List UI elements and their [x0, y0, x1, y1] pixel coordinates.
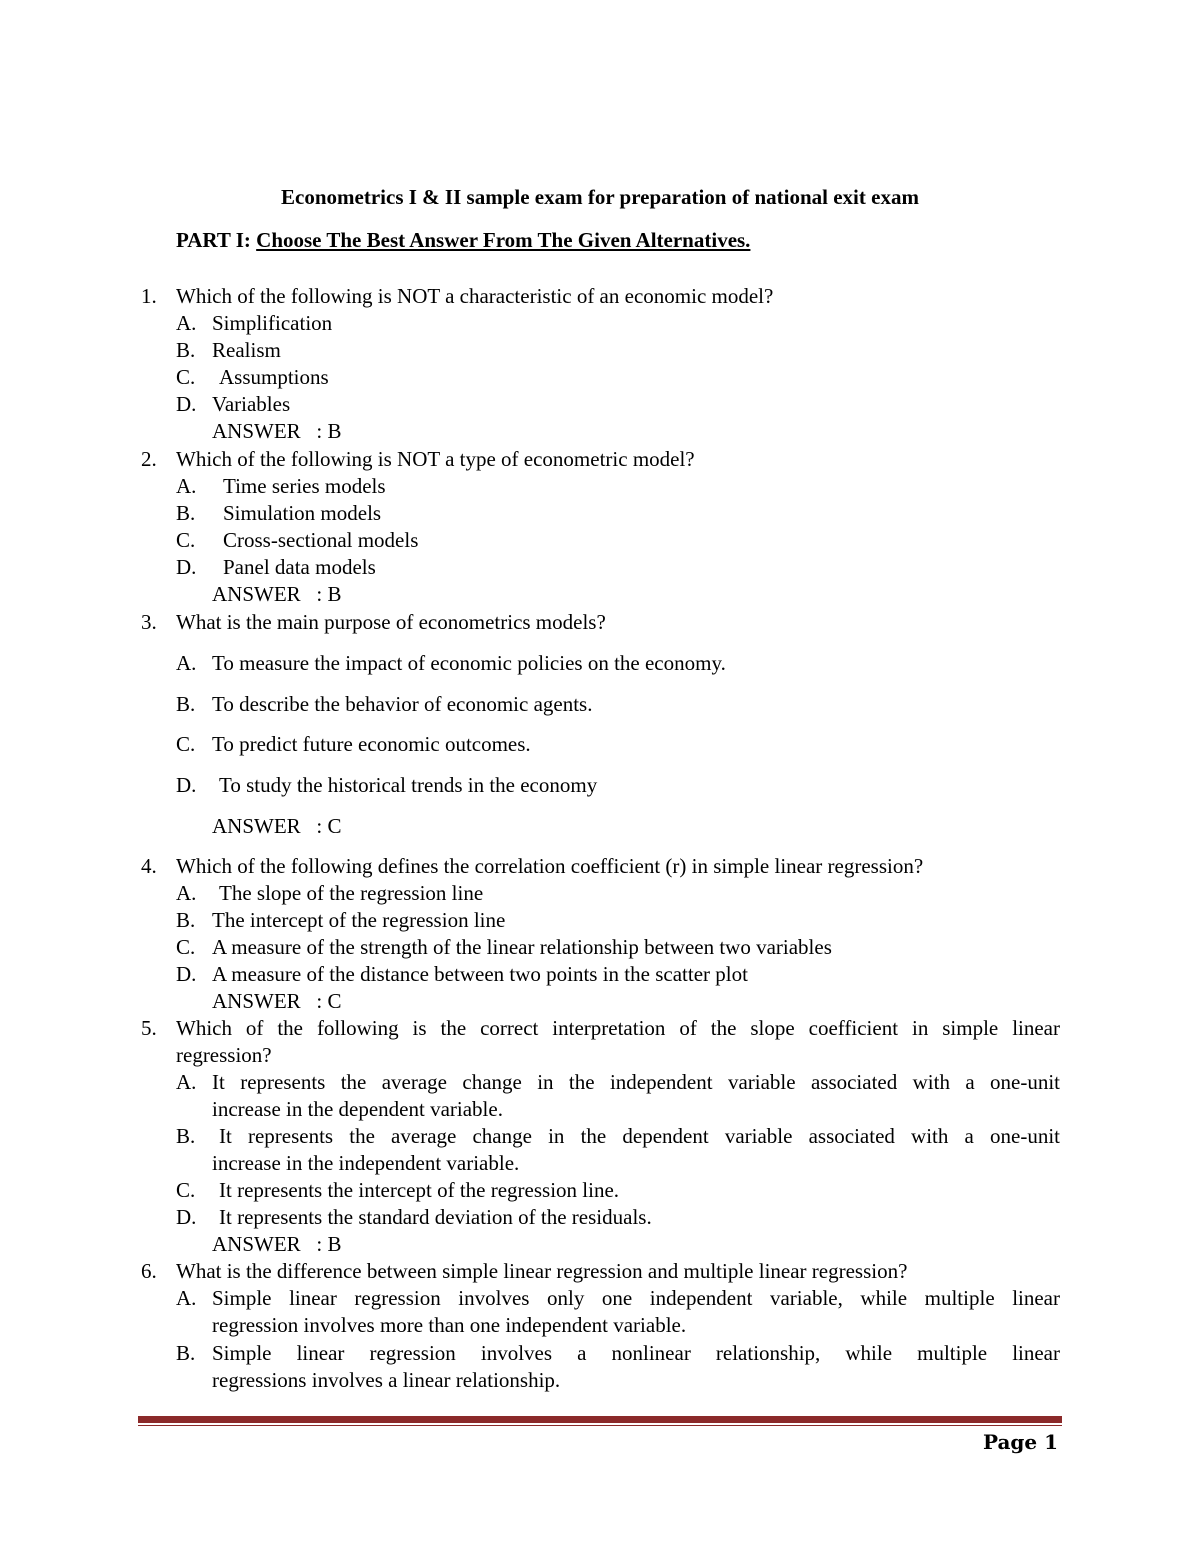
- part-instruction: Choose The Best Answer From The Given Alternatives.: [256, 228, 751, 252]
- footer-rule-thick: [138, 1416, 1062, 1423]
- option-letter: B.: [176, 338, 196, 362]
- option-text: A measure of the strength of the linear relationship between two variables: [212, 935, 832, 959]
- option-letter: C.: [176, 732, 196, 756]
- option-text: To study the historical trends in the economy: [219, 773, 598, 797]
- option-letter: D.: [176, 962, 197, 986]
- question-number: 6.: [141, 1259, 157, 1283]
- option-letter: B.: [176, 692, 196, 716]
- option-text: Simulation models: [223, 501, 382, 525]
- part-label: PART I:: [176, 228, 251, 252]
- option-letter: C.: [176, 365, 196, 389]
- option-text: To measure the impact of economic policies on the economy.: [212, 651, 726, 675]
- option-text: A measure of the distance between two points in the scatter plot: [212, 962, 748, 986]
- option-text: It represents the standard deviation of the residuals.: [219, 1205, 652, 1229]
- option-letter: A.: [176, 474, 197, 498]
- option-text-line: increase in the independent variable.: [212, 1151, 520, 1175]
- question-number: 4.: [141, 854, 157, 878]
- question-number: 3.: [141, 610, 157, 634]
- option-text-line: regression involves more than one independent variable.: [212, 1313, 687, 1337]
- option-letter: C.: [176, 1178, 196, 1202]
- question-text-line: Which of the following is the correct interpretation of the slope coefficient in simple linear: [176, 1016, 1060, 1040]
- option-text-line: It represents the average change in the independent variable associated with a one-unit: [212, 1070, 1060, 1094]
- option-text-line: Simple linear regression involves a nonlinear relationship, while multiple linear: [212, 1341, 1060, 1365]
- question-text-line: regression?: [176, 1043, 272, 1067]
- option-text: It represents the intercept of the regression line.: [219, 1178, 620, 1202]
- option-letter: D.: [176, 392, 197, 416]
- option-letter: A.: [176, 1286, 197, 1310]
- option-letter: B.: [176, 908, 196, 932]
- option-letter: D.: [176, 773, 197, 797]
- option-text-line: Simple linear regression involves only one independent variable, while multiple linear: [212, 1286, 1060, 1310]
- option-letter: A.: [176, 311, 197, 335]
- option-letter: B.: [176, 501, 196, 525]
- question-number: 1.: [141, 284, 157, 308]
- answer-text: ANSWER : B: [212, 1232, 342, 1256]
- question-text: What is the main purpose of econometrics models?: [176, 610, 606, 634]
- option-letter: D.: [176, 555, 197, 579]
- part-heading: [176, 225, 750, 255]
- option-text: Realism: [212, 338, 281, 362]
- option-text: The intercept of the regression line: [212, 908, 506, 932]
- footer-rule-thin: [138, 1425, 1062, 1426]
- option-letter: D.: [176, 1205, 197, 1229]
- answer-text: ANSWER : C: [212, 814, 342, 838]
- question-text: What is the difference between simple linear regression and multiple linear regression?: [176, 1259, 908, 1283]
- answer-text: ANSWER : B: [212, 582, 342, 606]
- option-text: Cross-sectional models: [223, 528, 419, 552]
- option-text: Time series models: [223, 474, 386, 498]
- option-text: Panel data models: [223, 555, 376, 579]
- option-text: To predict future economic outcomes.: [212, 732, 531, 756]
- option-letter: A.: [176, 1070, 197, 1094]
- option-text: Assumptions: [219, 365, 329, 389]
- question-text: Which of the following is NOT a characteristic of an economic model?: [176, 284, 774, 308]
- question-text: Which of the following defines the correlation coefficient (r) in simple linear regression?: [176, 854, 924, 878]
- option-letter: C.: [176, 935, 196, 959]
- answer-text: ANSWER : C: [212, 989, 342, 1013]
- option-text-line: It represents the average change in the dependent variable associated with a one-unit: [219, 1124, 1060, 1148]
- option-text: The slope of the regression line: [219, 881, 484, 905]
- option-letter: B.: [176, 1341, 196, 1365]
- option-text: Simplification: [212, 311, 333, 335]
- option-letter: C.: [176, 528, 196, 552]
- document-title: Econometrics I & II sample exam for preparation of national exit exam: [281, 185, 919, 209]
- answer-text: ANSWER : B: [212, 419, 342, 443]
- option-text-line: increase in the dependent variable.: [212, 1097, 503, 1121]
- question-number: 2.: [141, 447, 157, 471]
- question-text: Which of the following is NOT a type of econometric model?: [176, 447, 695, 471]
- option-letter: B.: [176, 1124, 196, 1148]
- page-number: Page 1: [982, 1430, 1058, 1454]
- option-text: To describe the behavior of economic agents.: [212, 692, 593, 716]
- option-text-line: regressions involves a linear relationship.: [212, 1368, 561, 1392]
- question-number: 5.: [141, 1016, 157, 1040]
- option-letter: A.: [176, 651, 197, 675]
- option-text: Variables: [212, 392, 291, 416]
- option-letter: A.: [176, 881, 197, 905]
